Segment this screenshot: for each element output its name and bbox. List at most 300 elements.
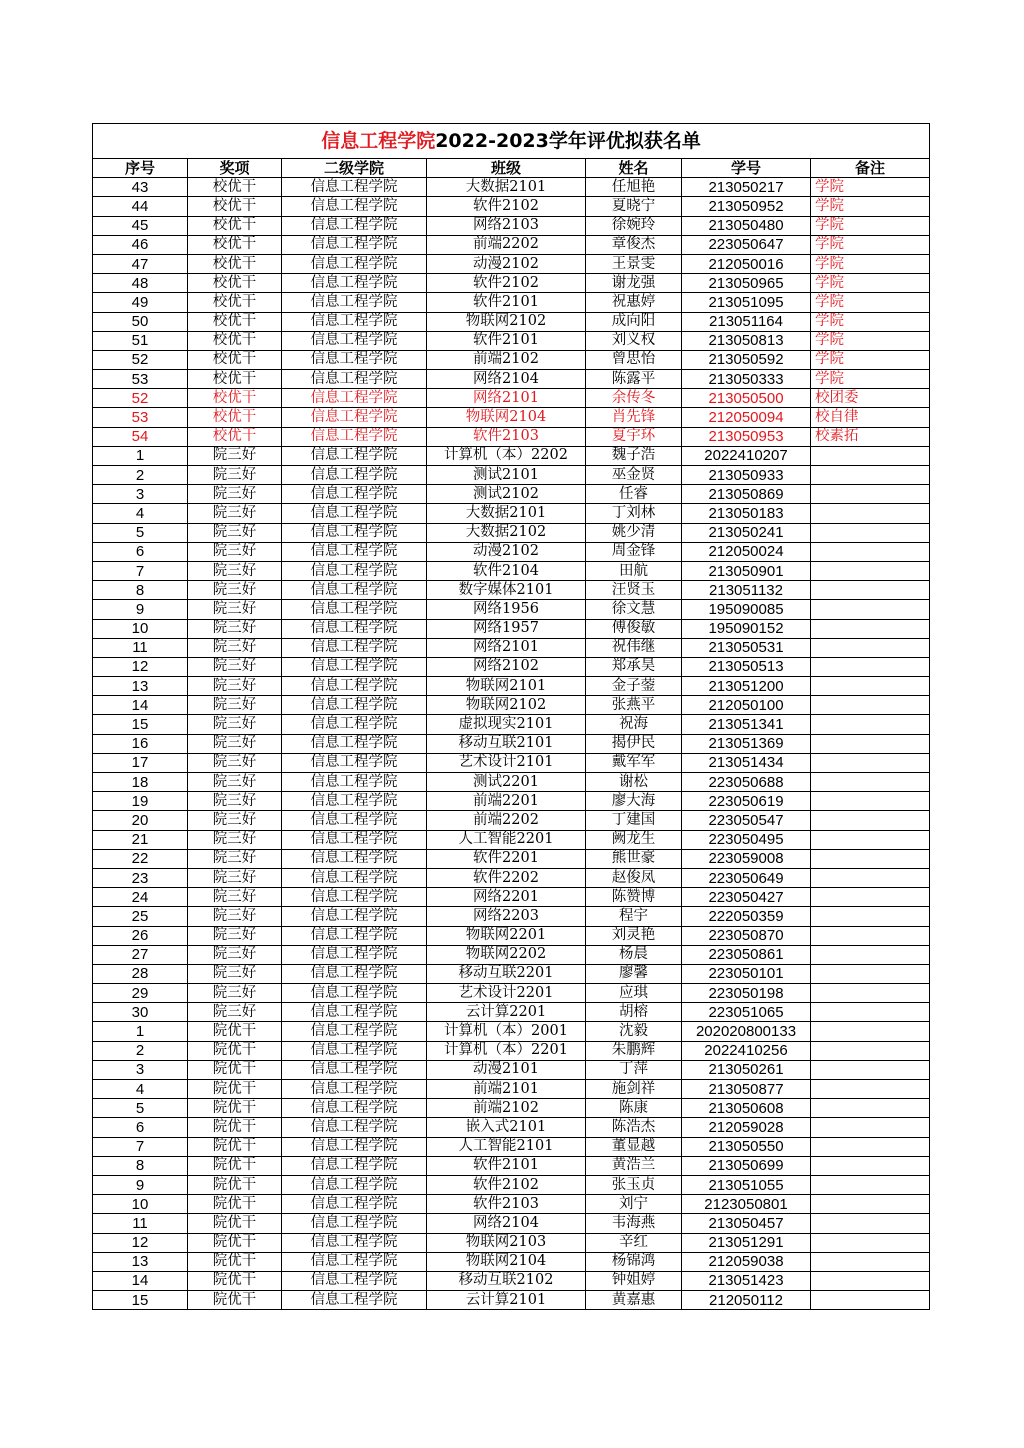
- table-row: [93, 1041, 930, 1060]
- class-cell: 软件2103: [427, 1195, 586, 1214]
- row-number: 48: [93, 274, 188, 293]
- name-cell: 成向阳: [586, 312, 682, 331]
- row-number: 52: [93, 389, 188, 408]
- row-number: 53: [93, 408, 188, 427]
- name-cell: 曾思怡: [586, 350, 682, 369]
- note-cell: [811, 638, 930, 657]
- award-cell: 院优干: [188, 1041, 282, 1060]
- college-cell: 信息工程学院: [282, 1099, 427, 1118]
- row-number: 6: [93, 542, 188, 561]
- name-cell: 刘义权: [586, 331, 682, 350]
- class-cell: 物联网2202: [427, 945, 586, 964]
- award-cell: 院优干: [188, 1175, 282, 1194]
- student-id-cell: 223050495: [682, 830, 811, 849]
- name-cell: 任旭艳: [586, 178, 682, 197]
- table-row: [93, 849, 930, 868]
- table-row: [93, 254, 930, 273]
- table-row: [93, 1291, 930, 1310]
- name-cell: 刘灵艳: [586, 926, 682, 945]
- student-id-cell: 223050688: [682, 773, 811, 792]
- name-cell: 丁建国: [586, 811, 682, 830]
- class-cell: 大数据2101: [427, 504, 586, 523]
- note-cell: [811, 1175, 930, 1194]
- college-cell: 信息工程学院: [282, 312, 427, 331]
- college-cell: 信息工程学院: [282, 408, 427, 427]
- college-cell: 信息工程学院: [282, 619, 427, 638]
- row-number: 8: [93, 1156, 188, 1175]
- table-row: [93, 446, 930, 465]
- name-cell: 姚少清: [586, 523, 682, 542]
- class-cell: 物联网2104: [427, 1252, 586, 1271]
- student-id-cell: 212059028: [682, 1118, 811, 1137]
- note-cell: 校团委: [811, 389, 930, 408]
- title-row: [93, 124, 930, 159]
- student-id-cell: 213051423: [682, 1271, 811, 1290]
- class-cell: 动漫2102: [427, 542, 586, 561]
- student-id-cell: 213051369: [682, 734, 811, 753]
- student-id-cell: 213050241: [682, 523, 811, 542]
- award-cell: 院三好: [188, 964, 282, 983]
- note-cell: 学院: [811, 216, 930, 235]
- college-cell: 信息工程学院: [282, 888, 427, 907]
- name-cell: 肖先锋: [586, 408, 682, 427]
- college-cell: 信息工程学院: [282, 1080, 427, 1099]
- table-row: [93, 216, 930, 235]
- row-number: 12: [93, 657, 188, 676]
- student-id-cell: 213051095: [682, 293, 811, 312]
- row-number: 45: [93, 216, 188, 235]
- row-number: 14: [93, 696, 188, 715]
- note-cell: [811, 945, 930, 964]
- class-cell: 移动互联2101: [427, 734, 586, 753]
- table-row: [93, 542, 930, 561]
- note-cell: [811, 466, 930, 485]
- class-cell: 动漫2102: [427, 254, 586, 273]
- award-cell: 校优干: [188, 293, 282, 312]
- class-cell: 云计算2201: [427, 1003, 586, 1022]
- name-cell: 任睿: [586, 485, 682, 504]
- college-cell: 信息工程学院: [282, 197, 427, 216]
- class-cell: 网络2104: [427, 370, 586, 389]
- name-cell: 夏晓宁: [586, 197, 682, 216]
- note-cell: [811, 1137, 930, 1156]
- student-id-cell: 2022410256: [682, 1041, 811, 1060]
- name-cell: 章俊杰: [586, 235, 682, 254]
- table-row: [93, 466, 930, 485]
- class-cell: 物联网2201: [427, 926, 586, 945]
- award-cell: 院三好: [188, 638, 282, 657]
- award-cell: 院优干: [188, 1291, 282, 1310]
- award-cell: 院优干: [188, 1060, 282, 1079]
- note-cell: [811, 1041, 930, 1060]
- class-cell: 网络2102: [427, 657, 586, 676]
- award-cell: 院三好: [188, 619, 282, 638]
- table-row: [93, 1137, 930, 1156]
- name-cell: 揭伊民: [586, 734, 682, 753]
- row-number: 7: [93, 561, 188, 580]
- student-id-cell: 223050547: [682, 811, 811, 830]
- table-row: [93, 561, 930, 580]
- row-number: 15: [93, 715, 188, 734]
- college-cell: 信息工程学院: [282, 1291, 427, 1310]
- table-row: [93, 696, 930, 715]
- college-cell: 信息工程学院: [282, 1003, 427, 1022]
- row-number: 22: [93, 849, 188, 868]
- table-row: [93, 811, 930, 830]
- name-cell: 谢龙强: [586, 274, 682, 293]
- row-number: 50: [93, 312, 188, 331]
- row-number: 29: [93, 984, 188, 1003]
- college-cell: 信息工程学院: [282, 811, 427, 830]
- table-row: [93, 581, 930, 600]
- row-number: 24: [93, 888, 188, 907]
- row-number: 2: [93, 466, 188, 485]
- award-cell: 院三好: [188, 446, 282, 465]
- note-cell: [811, 964, 930, 983]
- row-number: 26: [93, 926, 188, 945]
- award-cell: 校优干: [188, 389, 282, 408]
- award-cell: 院三好: [188, 984, 282, 1003]
- name-cell: 夏宇环: [586, 427, 682, 446]
- row-number: 28: [93, 964, 188, 983]
- award-cell: 院三好: [188, 926, 282, 945]
- student-id-cell: 213050813: [682, 331, 811, 350]
- row-number: 44: [93, 197, 188, 216]
- student-id-cell: 223050861: [682, 945, 811, 964]
- class-cell: 物联网2102: [427, 312, 586, 331]
- note-cell: [811, 1003, 930, 1022]
- note-cell: [811, 504, 930, 523]
- student-id-cell: 213050513: [682, 657, 811, 676]
- award-cell: 院优干: [188, 1099, 282, 1118]
- college-cell: 信息工程学院: [282, 1022, 427, 1041]
- college-cell: 信息工程学院: [282, 235, 427, 254]
- table-row: [93, 1271, 930, 1290]
- class-cell: 网络1957: [427, 619, 586, 638]
- table-row: [93, 197, 930, 216]
- name-cell: 余传冬: [586, 389, 682, 408]
- class-cell: 软件2101: [427, 331, 586, 350]
- note-cell: [811, 619, 930, 638]
- class-cell: 人工智能2101: [427, 1137, 586, 1156]
- header-student-id: 学号: [682, 159, 811, 178]
- student-id-cell: 213051164: [682, 312, 811, 331]
- student-id-cell: 213050217: [682, 178, 811, 197]
- award-cell: 院三好: [188, 773, 282, 792]
- class-cell: 计算机（本）2001: [427, 1022, 586, 1041]
- header-no: 序号: [93, 159, 188, 178]
- note-cell: [811, 1156, 930, 1175]
- class-cell: 软件2101: [427, 293, 586, 312]
- table-row: [93, 1252, 930, 1271]
- name-cell: 郑承昊: [586, 657, 682, 676]
- student-id-cell: 213051434: [682, 753, 811, 772]
- row-number: 15: [93, 1291, 188, 1310]
- student-id-cell: 223050427: [682, 888, 811, 907]
- note-cell: [811, 734, 930, 753]
- note-cell: 学院: [811, 293, 930, 312]
- student-id-cell: 213050901: [682, 561, 811, 580]
- award-cell: 院优干: [188, 1022, 282, 1041]
- note-cell: [811, 561, 930, 580]
- college-cell: 信息工程学院: [282, 523, 427, 542]
- row-number: 7: [93, 1137, 188, 1156]
- header-class: 班级: [427, 159, 586, 178]
- college-cell: 信息工程学院: [282, 485, 427, 504]
- note-cell: 学院: [811, 254, 930, 273]
- award-cell: 院优干: [188, 1195, 282, 1214]
- row-number: 47: [93, 254, 188, 273]
- student-id-cell: 212050094: [682, 408, 811, 427]
- college-cell: 信息工程学院: [282, 715, 427, 734]
- table-row: [93, 389, 930, 408]
- college-cell: 信息工程学院: [282, 734, 427, 753]
- award-cell: 校优干: [188, 370, 282, 389]
- row-number: 17: [93, 753, 188, 772]
- college-cell: 信息工程学院: [282, 274, 427, 293]
- class-cell: 软件2102: [427, 1175, 586, 1194]
- class-cell: 数字媒体2101: [427, 581, 586, 600]
- college-cell: 信息工程学院: [282, 466, 427, 485]
- table-row: [93, 984, 930, 1003]
- award-cell: 院三好: [188, 811, 282, 830]
- class-cell: 人工智能2201: [427, 830, 586, 849]
- note-cell: [811, 868, 930, 887]
- name-cell: 辛红: [586, 1233, 682, 1252]
- table-row: [93, 715, 930, 734]
- student-id-cell: 213050261: [682, 1060, 811, 1079]
- award-cell: 校优干: [188, 197, 282, 216]
- class-cell: 前端2102: [427, 1099, 586, 1118]
- class-cell: 前端2201: [427, 792, 586, 811]
- row-number: 5: [93, 1099, 188, 1118]
- college-cell: 信息工程学院: [282, 657, 427, 676]
- award-cell: 校优干: [188, 235, 282, 254]
- table-row: [93, 370, 930, 389]
- table-row: [93, 945, 930, 964]
- award-cell: 院三好: [188, 657, 282, 676]
- student-id-cell: 212050100: [682, 696, 811, 715]
- class-cell: 动漫2101: [427, 1060, 586, 1079]
- note-cell: [811, 1214, 930, 1233]
- table-row: [93, 274, 930, 293]
- class-cell: 计算机（本）2202: [427, 446, 586, 465]
- name-cell: 刘宁: [586, 1195, 682, 1214]
- table-row: [93, 293, 930, 312]
- table-row: [93, 350, 930, 369]
- note-cell: 学院: [811, 312, 930, 331]
- class-cell: 前端2101: [427, 1080, 586, 1099]
- note-cell: 学院: [811, 370, 930, 389]
- name-cell: 杨晨: [586, 945, 682, 964]
- student-id-cell: 195090152: [682, 619, 811, 638]
- student-id-cell: 212050016: [682, 254, 811, 273]
- row-number: 3: [93, 1060, 188, 1079]
- college-cell: 信息工程学院: [282, 1271, 427, 1290]
- name-cell: 施剑祥: [586, 1080, 682, 1099]
- name-cell: 杨锦鸿: [586, 1252, 682, 1271]
- student-id-cell: 223050649: [682, 868, 811, 887]
- college-cell: 信息工程学院: [282, 773, 427, 792]
- class-cell: 软件2201: [427, 849, 586, 868]
- class-cell: 软件2103: [427, 427, 586, 446]
- college-cell: 信息工程学院: [282, 1060, 427, 1079]
- table-body: [93, 178, 930, 1310]
- student-id-cell: 213050965: [682, 274, 811, 293]
- name-cell: 程宇: [586, 907, 682, 926]
- note-cell: [811, 1022, 930, 1041]
- name-cell: 祝海: [586, 715, 682, 734]
- class-cell: 大数据2102: [427, 523, 586, 542]
- name-cell: 汪贤玉: [586, 581, 682, 600]
- award-cell: 院优干: [188, 1137, 282, 1156]
- college-cell: 信息工程学院: [282, 293, 427, 312]
- note-cell: [811, 1099, 930, 1118]
- award-cell: 校优干: [188, 216, 282, 235]
- student-id-cell: 223051065: [682, 1003, 811, 1022]
- table-row: [93, 638, 930, 657]
- row-number: 9: [93, 1175, 188, 1194]
- name-cell: 周金锋: [586, 542, 682, 561]
- college-cell: 信息工程学院: [282, 984, 427, 1003]
- name-cell: 张玉贞: [586, 1175, 682, 1194]
- student-id-cell: 223050619: [682, 792, 811, 811]
- row-number: 14: [93, 1271, 188, 1290]
- student-id-cell: 195090085: [682, 600, 811, 619]
- college-cell: 信息工程学院: [282, 1175, 427, 1194]
- table-row: [93, 1175, 930, 1194]
- row-number: 4: [93, 1080, 188, 1099]
- student-id-cell: 213050953: [682, 427, 811, 446]
- award-cell: 院三好: [188, 1003, 282, 1022]
- award-cell: 院三好: [188, 888, 282, 907]
- class-cell: 艺术设计2201: [427, 984, 586, 1003]
- award-cell: 校优干: [188, 274, 282, 293]
- award-cell: 校优干: [188, 408, 282, 427]
- award-cell: 院三好: [188, 868, 282, 887]
- note-cell: [811, 1291, 930, 1310]
- award-cell: 院三好: [188, 600, 282, 619]
- note-cell: [811, 849, 930, 868]
- class-cell: 软件2104: [427, 561, 586, 580]
- class-cell: 移动互联2102: [427, 1271, 586, 1290]
- class-cell: 网络2103: [427, 216, 586, 235]
- name-cell: 傅俊敏: [586, 619, 682, 638]
- college-cell: 信息工程学院: [282, 945, 427, 964]
- college-cell: 信息工程学院: [282, 907, 427, 926]
- name-cell: 金子蓥: [586, 677, 682, 696]
- row-number: 1: [93, 446, 188, 465]
- row-number: 49: [93, 293, 188, 312]
- college-cell: 信息工程学院: [282, 178, 427, 197]
- table-row: [93, 312, 930, 331]
- college-cell: 信息工程学院: [282, 696, 427, 715]
- award-cell: 院三好: [188, 485, 282, 504]
- award-cell: 院三好: [188, 907, 282, 926]
- award-cell: 院三好: [188, 523, 282, 542]
- note-cell: [811, 446, 930, 465]
- row-number: 16: [93, 734, 188, 753]
- note-cell: [811, 677, 930, 696]
- table-row: [93, 235, 930, 254]
- note-cell: 学院: [811, 331, 930, 350]
- college-cell: 信息工程学院: [282, 849, 427, 868]
- award-cell: 院优干: [188, 1080, 282, 1099]
- award-cell: 院三好: [188, 542, 282, 561]
- row-number: 52: [93, 350, 188, 369]
- name-cell: 徐文慧: [586, 600, 682, 619]
- note-cell: [811, 984, 930, 1003]
- award-cell: 院三好: [188, 581, 282, 600]
- student-id-cell: 223050870: [682, 926, 811, 945]
- table-row: [93, 1022, 930, 1041]
- table-row: [93, 331, 930, 350]
- college-cell: 信息工程学院: [282, 600, 427, 619]
- college-cell: 信息工程学院: [282, 581, 427, 600]
- college-cell: 信息工程学院: [282, 427, 427, 446]
- name-cell: 陈浩杰: [586, 1118, 682, 1137]
- name-cell: 谢松: [586, 773, 682, 792]
- name-cell: 沈毅: [586, 1022, 682, 1041]
- class-cell: 软件2101: [427, 1156, 586, 1175]
- table-row: [93, 1099, 930, 1118]
- row-number: 5: [93, 523, 188, 542]
- row-number: 53: [93, 370, 188, 389]
- class-cell: 软件2102: [427, 197, 586, 216]
- award-cell: 院优干: [188, 1233, 282, 1252]
- student-id-cell: 213050592: [682, 350, 811, 369]
- student-id-cell: 223050198: [682, 984, 811, 1003]
- header-name: 姓名: [586, 159, 682, 178]
- student-id-cell: 213050869: [682, 485, 811, 504]
- note-cell: 学院: [811, 350, 930, 369]
- table-row: [93, 178, 930, 197]
- table-row: [93, 427, 930, 446]
- table-row: [93, 1080, 930, 1099]
- note-cell: [811, 1233, 930, 1252]
- student-id-cell: 213050952: [682, 197, 811, 216]
- note-cell: [811, 1252, 930, 1271]
- row-number: 8: [93, 581, 188, 600]
- note-cell: [811, 657, 930, 676]
- award-cell: 校优干: [188, 178, 282, 197]
- student-id-cell: 213050608: [682, 1099, 811, 1118]
- row-number: 43: [93, 178, 188, 197]
- college-cell: 信息工程学院: [282, 1195, 427, 1214]
- award-cell: 院优干: [188, 1214, 282, 1233]
- student-id-cell: 213050877: [682, 1080, 811, 1099]
- table-row: [93, 753, 930, 772]
- name-cell: 丁萍: [586, 1060, 682, 1079]
- student-id-cell: 2022410207: [682, 446, 811, 465]
- table-row: [93, 964, 930, 983]
- class-cell: 物联网2101: [427, 677, 586, 696]
- student-id-cell: 213051055: [682, 1175, 811, 1194]
- college-cell: 信息工程学院: [282, 753, 427, 772]
- note-cell: [811, 1080, 930, 1099]
- student-id-cell: 213050500: [682, 389, 811, 408]
- student-id-cell: 213050183: [682, 504, 811, 523]
- note-cell: [811, 581, 930, 600]
- award-cell: 院三好: [188, 466, 282, 485]
- row-number: 13: [93, 1252, 188, 1271]
- note-cell: 学院: [811, 274, 930, 293]
- college-cell: 信息工程学院: [282, 542, 427, 561]
- row-number: 54: [93, 427, 188, 446]
- college-cell: 信息工程学院: [282, 331, 427, 350]
- student-id-cell: 212059038: [682, 1252, 811, 1271]
- college-cell: 信息工程学院: [282, 1118, 427, 1137]
